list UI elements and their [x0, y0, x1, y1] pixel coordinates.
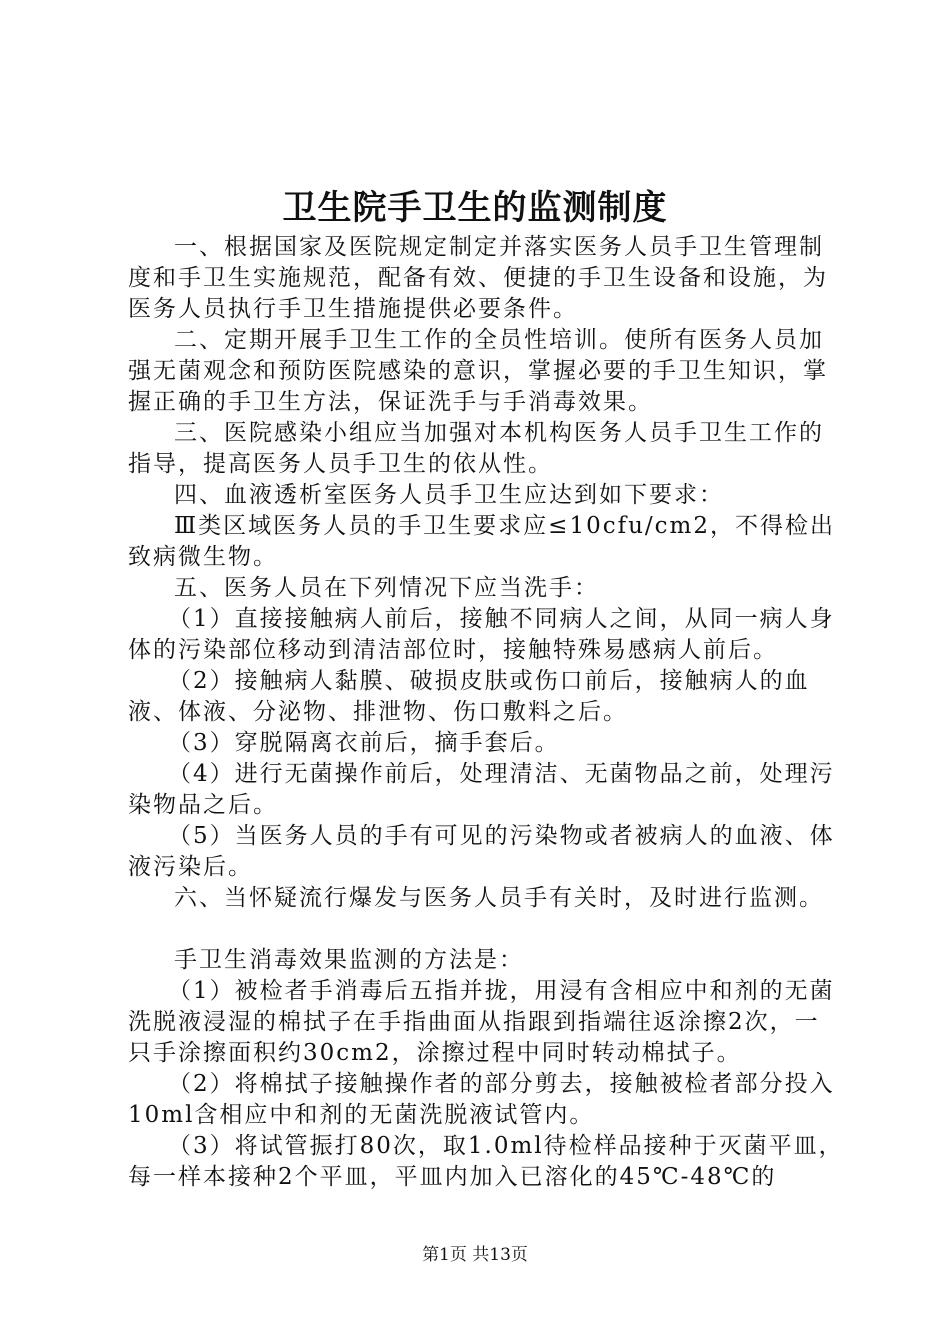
paragraph-2: 二、定期开展手卫生工作的全员性培训。使所有医务人员加强无菌观念和预防医院感染的意识，掌握必要的手卫生知识，掌握正确的手卫生方法，保证洗手与手消毒效果。	[128, 327, 828, 415]
method-heading: 手卫生消毒效果监测的方法是：	[174, 947, 524, 973]
paragraph-6: 五、医务人员在下列情况下应当洗手：	[174, 575, 599, 601]
list-item-2: （2）接触病人黏膜、破损皮肤或伤口前后，接触病人的血液、体液、分泌物、排泄物、伤口敷料之后。	[128, 668, 810, 725]
paragraph-1: 一、根据国家及医院规定制定并落实医务人员手卫生管理制度和手卫生实施规范，配备有效、便捷的手卫生设备和设施，为医务人员执行手卫生措施提供必要条件。	[128, 234, 828, 322]
method-step-1: （1）被检者手消毒后五指并拢，用浸有含相应中和剂的无菌洗脱液浸湿的棉拭子在手指曲面从指跟到指端往返涂擦2次，一只手涂擦面积约30cm2，涂擦过程中同时转动棉拭子。	[128, 978, 835, 1066]
method-step-3: （3）将试管振打80次，取1.0ml待检样品接种于灭菌平皿，每一样本接种2个平皿，平皿内加入已溶化的45℃-48℃的	[128, 1133, 844, 1190]
page-footer: 第1页 共13页	[422, 1245, 528, 1265]
paragraph-7: 六、当怀疑流行爆发与医务人员手有关时，及时进行监测。	[174, 885, 824, 911]
list-item-3: （3）穿脱隔离衣前后，摘手套后。	[168, 730, 560, 756]
document-title: 卫生院手卫生的监测制度	[282, 188, 668, 228]
document-body	[128, 232, 844, 1193]
list-item-4: （4）进行无菌操作前后，处理清洁、无菌物品之前，处理污染物品之后。	[128, 761, 835, 818]
list-item-5: （5）当医务人员的手有可见的污染物或者被病人的血液、体液污染后。	[128, 823, 835, 880]
method-step-2: （2）将棉拭子接触操作者的部分剪去，接触被检者部分投入10ml含相应中和剂的无菌洗脱液试管内。	[128, 1071, 835, 1128]
paragraph-5: Ⅲ类区域医务人员的手卫生要求应≤10cfu/cm2，不得检出致病微生物。	[128, 513, 835, 570]
list-item-1: （1）直接接触病人前后，接触不同病人之间，从同一病人身体的污染部位移动到清洁部位时，接触特殊易感病人前后。	[128, 606, 835, 663]
paragraph-3: 三、医院感染小组应当加强对本机构医务人员手卫生工作的指导，提高医务人员手卫生的依从性。	[128, 420, 824, 477]
paragraph-4: 四、血液透析室医务人员手卫生应达到如下要求：	[174, 482, 724, 508]
